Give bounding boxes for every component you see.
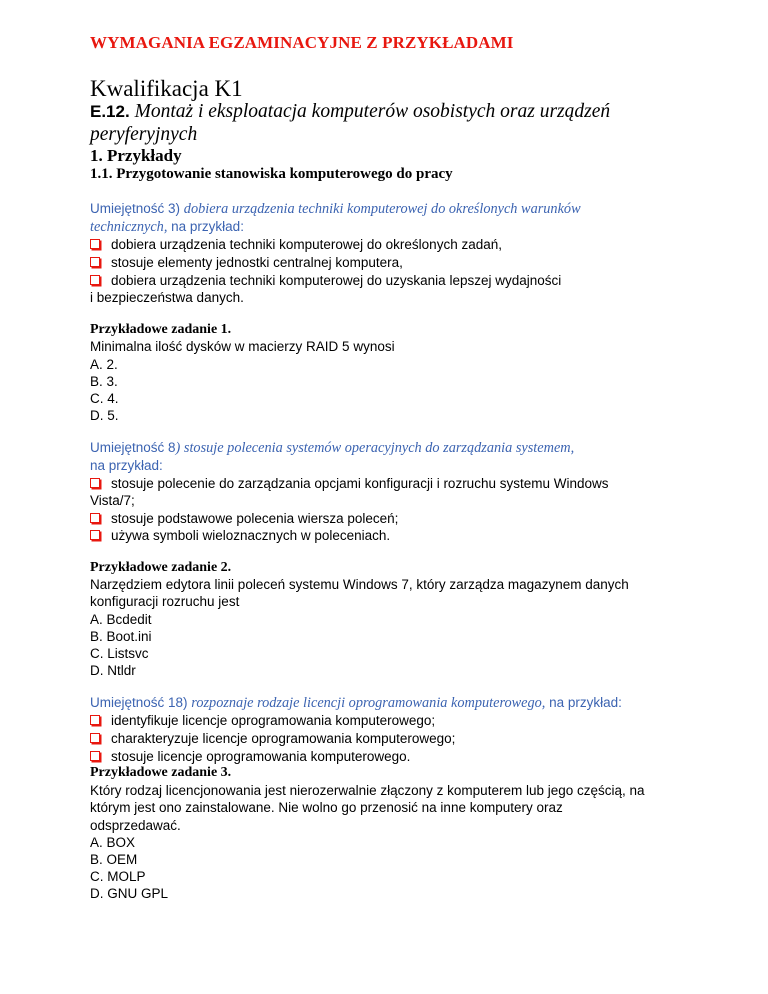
skill3-heading-line2: technicznych, na przykład: [90, 219, 244, 235]
task3-heading: Przykładowe zadanie 3. [90, 765, 232, 780]
checkbox-bullet-icon [90, 751, 100, 761]
skill18-heading: Umiejętność 18) rozpoznaje rodzaje licencji oprogramowania komputerowego, na przykład: [90, 695, 622, 711]
skill18-bullet: identyfikuje licencje oprogramowania komputerowego; [90, 712, 435, 729]
skill8-continuation: Vista/7; [90, 493, 135, 508]
section-heading: 1. Przykłady [90, 146, 182, 165]
task1-answer: B. 3. [90, 374, 118, 389]
qualification-title: Kwalifikacja K1 [90, 76, 243, 101]
task2-question-line1: Narzędziem edytora linii poleceń systemu Windows 7, który zarządza magazynem danych [90, 577, 629, 592]
checkbox-bullet-icon [90, 239, 100, 249]
qualification-name-line2: peryferyjnych [90, 124, 198, 145]
task2-answer: C. Listsvc [90, 646, 149, 661]
task2-question-line2: konfiguracji rozruchu jest [90, 594, 240, 609]
qualification-name-line1: E.12. Montaż i eksploatacja komputerów osobistych oraz urządzeń [90, 101, 611, 122]
qualification-code: E.12. [90, 102, 130, 121]
task2-answer: D. Ntldr [90, 663, 136, 678]
subsection-heading: 1.1. Przygotowanie stanowiska komputerowego do pracy [90, 166, 453, 182]
checkbox-bullet-icon [90, 733, 100, 743]
skill8-heading-line1: Umiejętność 8) stosuje polecenia systemów operacyjnych do zarządzania systemem, [90, 440, 575, 456]
task1-answer: D. 5. [90, 408, 119, 423]
checkbox-bullet-icon [90, 275, 100, 285]
task1-heading: Przykładowe zadanie 1. [90, 322, 232, 337]
skill8-bullet: stosuje polecenie do zarządzania opcjami konfiguracji i rozruchu systemu Windows [90, 475, 609, 492]
skill3-continuation: i bezpieczeństwa danych. [90, 290, 244, 305]
task1-answer: A. 2. [90, 357, 118, 372]
task3-answer: D. GNU GPL [90, 886, 169, 901]
task1-answer: C. 4. [90, 391, 119, 406]
skill3-bullet: stosuje elementy jednostki centralnej komputera, [90, 254, 403, 271]
task2-heading: Przykładowe zadanie 2. [90, 560, 232, 575]
header-title: WYMAGANIA EGZAMINACYJNE Z PRZYKŁADAMI [90, 33, 514, 52]
task3-answer: A. BOX [90, 835, 136, 850]
task2-answer: A. Bcdedit [90, 612, 152, 627]
checkbox-bullet-icon [90, 715, 100, 725]
task2-answer: B. Boot.ini [90, 629, 152, 644]
checkbox-bullet-icon [90, 513, 100, 523]
task3-question-line3: odsprzedawać. [90, 818, 181, 833]
skill8-bullet: używa symboli wieloznacznych w poleceniach. [90, 527, 390, 544]
checkbox-bullet-icon [90, 530, 100, 540]
task1-question: Minimalna ilość dysków w macierzy RAID 5 wynosi [90, 339, 395, 354]
skill8-bullet: stosuje podstawowe polecenia wiersza poleceń; [90, 510, 398, 527]
skill3-bullet: dobiera urządzenia techniki komputerowej do określonych zadań, [90, 236, 502, 253]
skill18-bullet: charakteryzuje licencje oprogramowania komputerowego; [90, 730, 455, 747]
skill8-heading-line2: na przykład: [90, 458, 163, 473]
skill3-heading-line1: Umiejętność 3) dobiera urządzenia techniki komputerowej do określonych warunków [90, 201, 581, 217]
task3-answer: C. MOLP [90, 869, 146, 884]
skill3-bullet: dobiera urządzenia techniki komputerowej do uzyskania lepszej wydajności [90, 272, 561, 289]
checkbox-bullet-icon [90, 257, 100, 267]
task3-answer: B. OEM [90, 852, 138, 867]
task3-question-line1: Który rodzaj licencjonowania jest nierozerwalnie złączony z komputerem lub jego częścią, na [90, 783, 645, 798]
checkbox-bullet-icon [90, 478, 100, 488]
task3-question-line2: którym jest ono zainstalowane. Nie wolno go przenosić na inne komputery oraz [90, 800, 563, 815]
skill18-bullet: stosuje licencje oprogramowania komputerowego. [90, 748, 410, 765]
